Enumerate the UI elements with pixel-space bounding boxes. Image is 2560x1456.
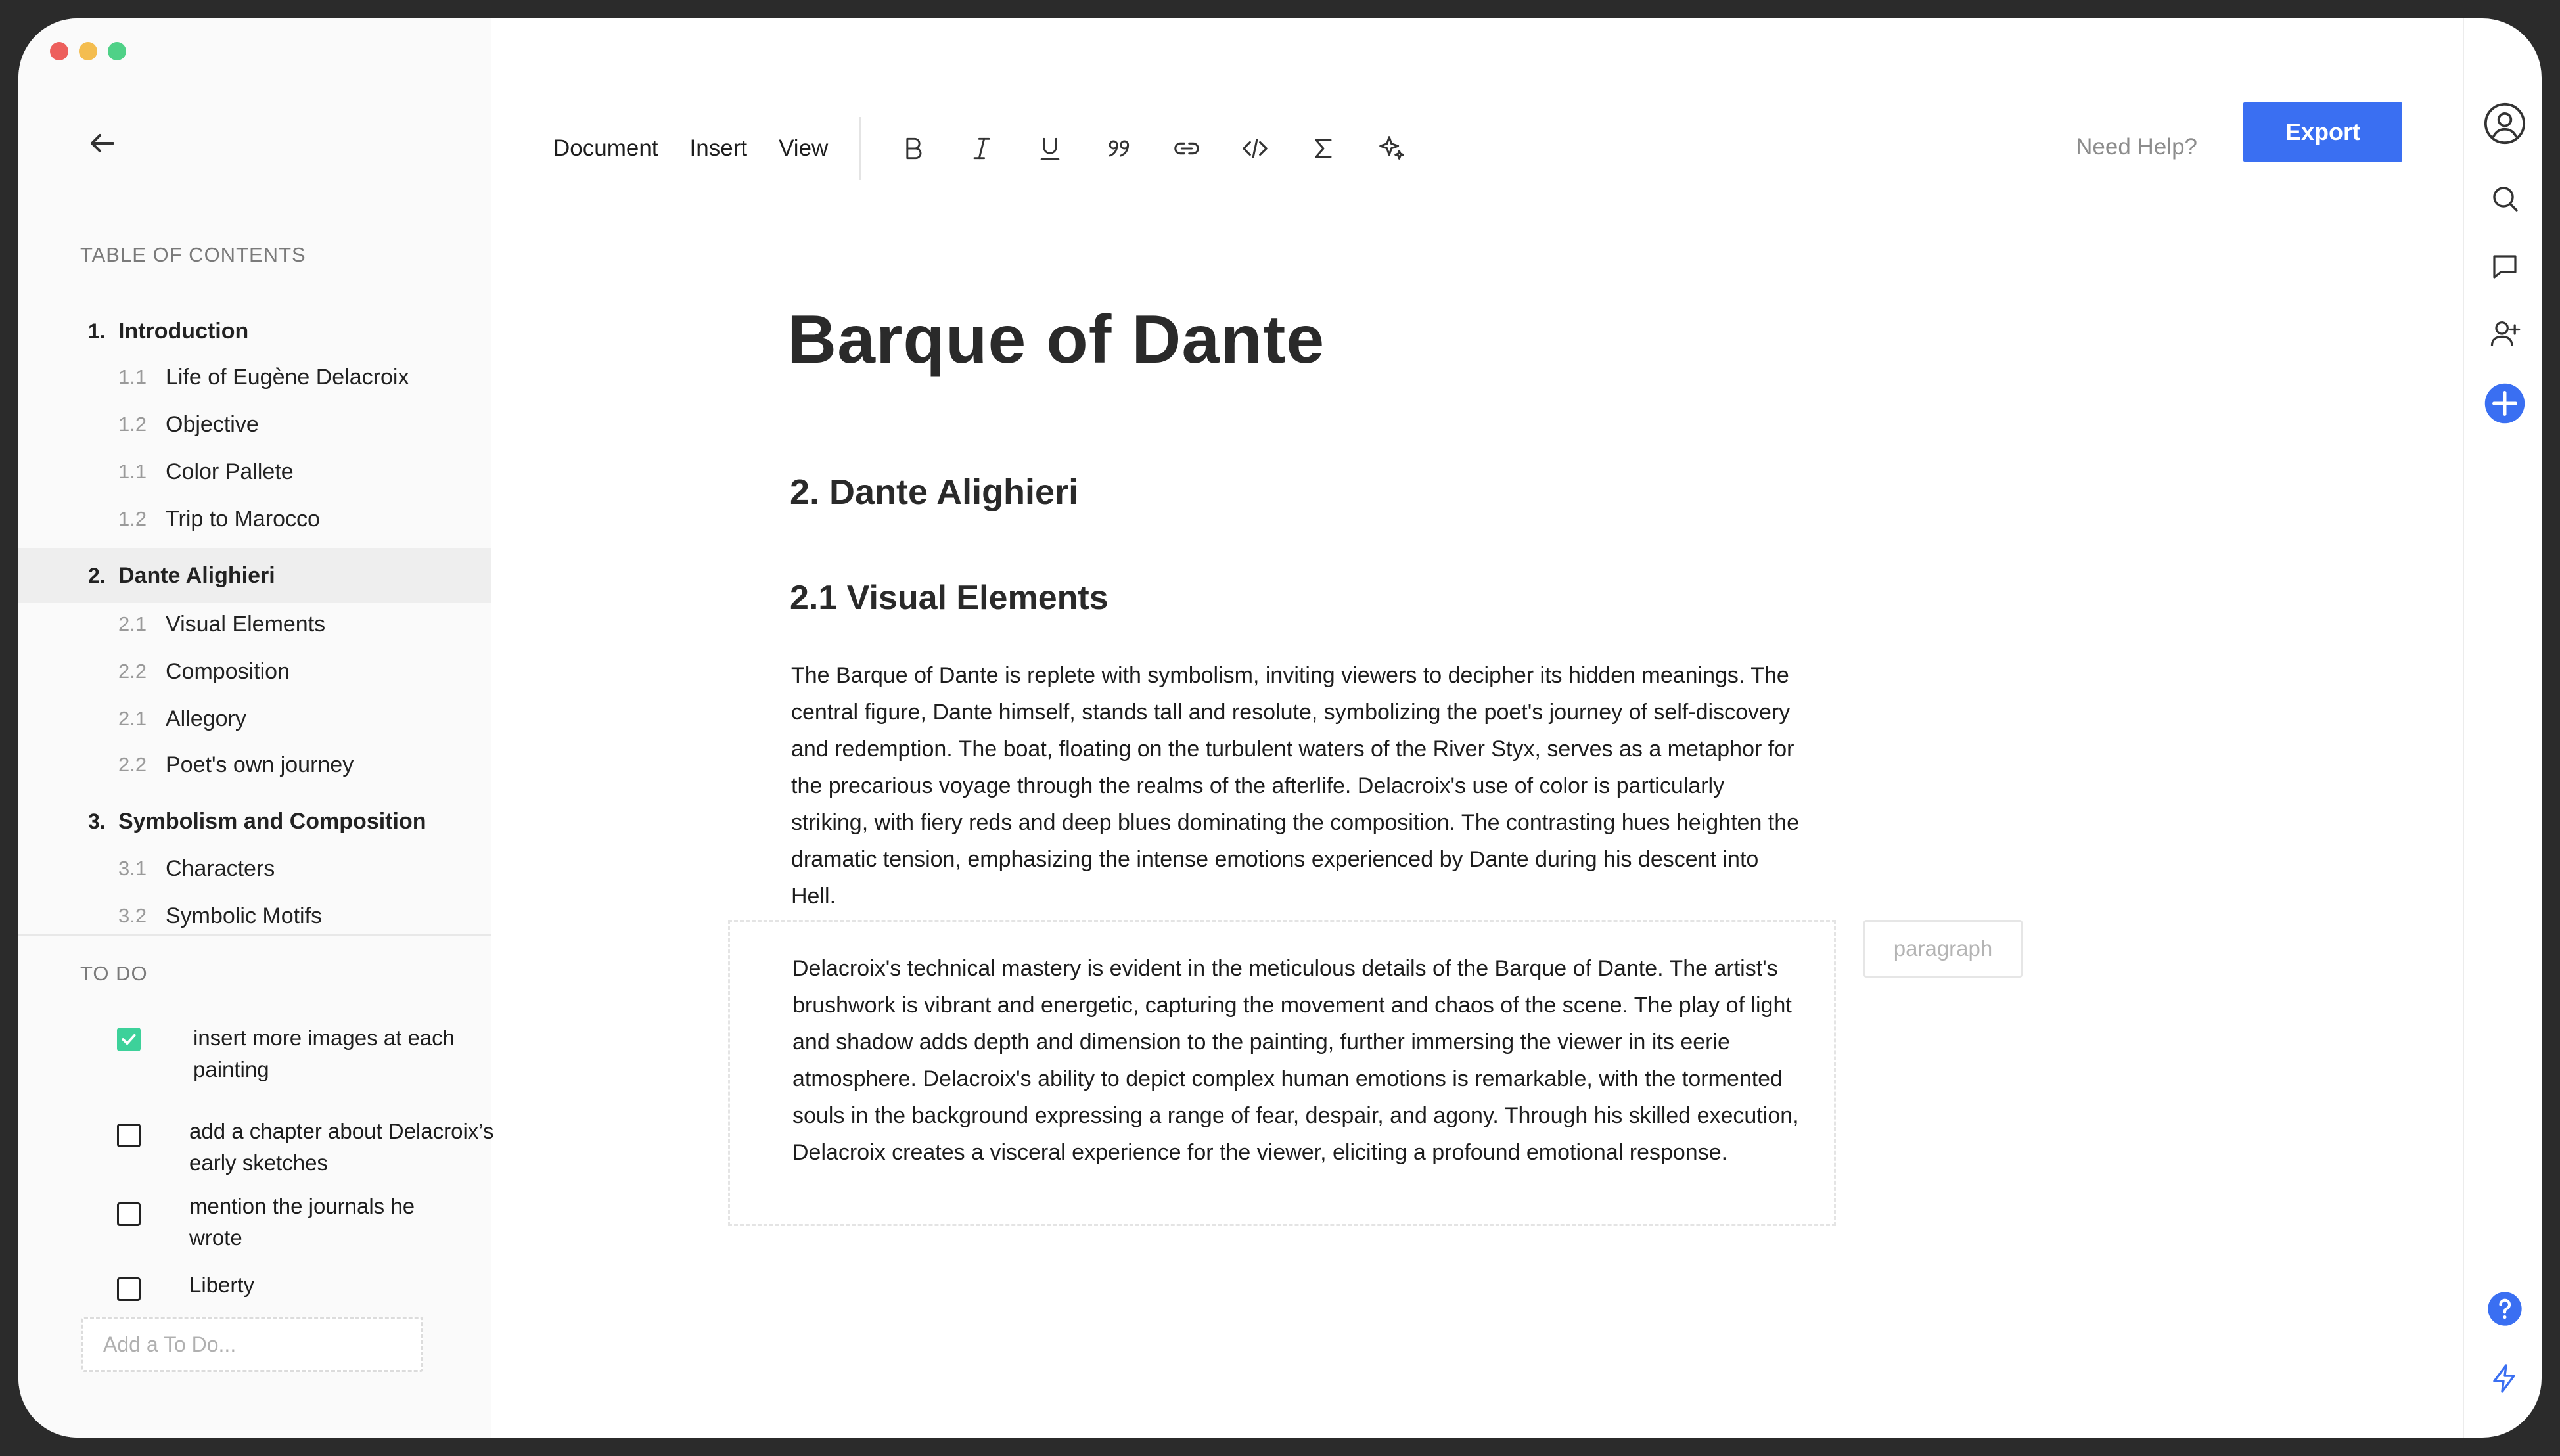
toc-item-label: Poet's own journey [166, 752, 354, 777]
section-heading[interactable]: 2. Dante Alighieri [790, 472, 1079, 512]
bold-icon [899, 134, 928, 163]
toc-item-poets-own-journey[interactable] [18, 741, 491, 788]
toc-item-number: 2.2 [118, 753, 147, 776]
right-rail-divider [2463, 18, 2464, 1438]
back-button[interactable] [76, 117, 129, 170]
todo-checkbox[interactable] [117, 1124, 141, 1147]
close-window-button[interactable] [50, 42, 68, 60]
menu-insert[interactable]: Insert [689, 135, 748, 161]
toc-item-label: Composition [166, 658, 290, 684]
toc-item-trip-to-marocco[interactable] [18, 495, 491, 543]
underline-button[interactable] [1016, 121, 1084, 176]
todo-text: mention the journals he wrote [189, 1194, 415, 1250]
toc-item-number: 3. [88, 809, 106, 833]
ai-assist-button[interactable] [1358, 121, 1426, 176]
toc-item-label: Characters [166, 855, 275, 881]
toc-item-label: Introduction [118, 318, 249, 344]
toc-item-number: 2. [88, 563, 106, 587]
add-block-button[interactable] [2480, 378, 2530, 428]
toc-item-number: 1.1 [118, 460, 147, 483]
toc-item-number: 3.2 [118, 904, 147, 927]
toc-item-introduction[interactable] [18, 307, 491, 355]
sigma-icon [1309, 134, 1338, 163]
menu-document[interactable]: Document [553, 135, 658, 161]
todo-checkbox[interactable] [117, 1277, 141, 1301]
italic-icon [967, 134, 996, 163]
toolbar-separator [859, 117, 861, 180]
add-user-icon [2488, 317, 2522, 351]
todo-checkbox[interactable] [117, 1028, 141, 1051]
toc-item-label: Objective [166, 411, 259, 437]
toc-item-number: 1.2 [118, 413, 147, 436]
quote-icon [1104, 134, 1133, 163]
toc-item-number: 1.2 [118, 507, 147, 530]
toc-item-label: Life of Eugène Delacroix [166, 364, 409, 390]
todo-checkbox[interactable] [117, 1202, 141, 1226]
toc-item-number: 1.1 [118, 365, 147, 388]
quote-button[interactable] [1084, 121, 1153, 176]
help-button[interactable] [2480, 1284, 2530, 1334]
todo-text: Liberty [189, 1273, 255, 1297]
toc-item-number: 2.1 [118, 612, 147, 635]
profile-button[interactable] [2480, 99, 2530, 148]
help-icon [2486, 1290, 2523, 1327]
sidebar [18, 18, 494, 1438]
toc-item-life-of-delacroix[interactable] [18, 353, 491, 401]
app-window [18, 18, 2542, 1438]
toc-item-label: Symbolic Motifs [166, 903, 323, 928]
comment-icon [2489, 251, 2521, 283]
subsection-heading[interactable]: 2.1 Visual Elements [790, 579, 1109, 617]
bold-button[interactable] [879, 121, 948, 176]
arrow-left-icon [87, 127, 118, 159]
todo-text: insert more images at each painting [193, 1026, 455, 1081]
toc-item-label: Trip to Marocco [166, 506, 320, 532]
toc-item-symbolism-and-composition[interactable] [18, 798, 491, 845]
add-collaborator-button[interactable] [2480, 309, 2530, 359]
underline-icon [1036, 134, 1064, 163]
toc-item-symbolic-motifs[interactable] [18, 892, 491, 940]
toc-item-number: 2.1 [118, 707, 147, 730]
toc-item-label: Dante Alighieri [118, 562, 275, 588]
italic-button[interactable] [948, 121, 1016, 176]
toc-item-label: Symbolism and Composition [118, 808, 426, 834]
block-type-tag[interactable]: paragraph [1863, 920, 2023, 978]
todo-text: add a chapter about Delacroix’s early sketches [189, 1119, 494, 1175]
sidebar-divider [18, 934, 491, 936]
toc-item-label: Allegory [166, 706, 246, 731]
search-icon [2489, 183, 2521, 214]
lightning-icon [2489, 1363, 2521, 1394]
toc-item-number: 2.2 [118, 660, 147, 683]
toc-item-characters[interactable] [18, 845, 491, 892]
toc-item-number: 1. [88, 319, 106, 343]
toc-item-label: Color Pallete [166, 459, 294, 484]
toc-heading: TABLE OF CONTENTS [80, 243, 306, 266]
link-button[interactable] [1153, 121, 1221, 176]
maximize-window-button[interactable] [108, 42, 126, 60]
checkmark-icon [119, 1030, 139, 1049]
paragraph-block[interactable]: The Barque of Dante is replete with symbolism, inviting viewers to decipher its hidden meanings. The central figure, Dante himself, stands tall and resolute, symbolizing the poet's journey of self-discovery and redemption. The boat, floating on the turbulent waters of the River Styx, serves as a metaphor for the precarious voyage through the realms of the afterlife. Delacroix's use of color is particularly striking, with fiery reds and deep blues dominating the composition. The contrasting hues heighten the dramatic tension, emphasizing the intense emotions experienced by Dante during his descent into Hell. [791, 663, 1800, 909]
document-title[interactable]: Barque of Dante [787, 302, 1325, 378]
quick-actions-button[interactable] [2480, 1354, 2530, 1403]
toc-item-allegory[interactable] [18, 695, 491, 742]
editor-toolbar [553, 121, 1426, 176]
toc-item-color-pallete[interactable] [18, 448, 491, 495]
minimize-window-button[interactable] [79, 42, 97, 60]
plus-icon [2483, 382, 2526, 425]
link-icon [1172, 133, 1202, 164]
paragraph-block-selected[interactable]: Delacroix's technical mastery is evident in the meticulous details of the Barque of Dante. The artist's brushwork is vibrant and energetic, capturing the movement and chaos of the scene. The play of light and shadow adds depth and dimension to the painting, further immersing the viewer in its eerie atmosphere. Delacroix's ability to depict complex human emotions is remarkable, with the tormented souls in the background expressing a range of fear, despair, and agony. Through his skilled execution, Delacroix creates a visceral experience for the viewer, eliciting a profound emotional response. [792, 956, 1799, 1165]
todo-heading: TO DO [80, 962, 148, 985]
toc-item-visual-elements[interactable] [18, 601, 491, 648]
toc-item-number: 3.1 [118, 857, 147, 880]
search-button[interactable] [2480, 173, 2530, 223]
code-button[interactable] [1221, 121, 1289, 176]
menu-view[interactable]: View [779, 135, 829, 161]
comments-button[interactable] [2480, 242, 2530, 292]
add-todo-input[interactable]: Add a To Do... [81, 1317, 423, 1372]
need-help-link[interactable]: Need Help? [2076, 134, 2197, 160]
window-controls [50, 42, 126, 60]
user-profile-icon [2482, 101, 2528, 147]
export-button[interactable]: Export [2243, 102, 2402, 162]
code-icon [1240, 133, 1270, 164]
toc-item-label: Visual Elements [166, 611, 326, 637]
formula-button[interactable] [1289, 121, 1358, 176]
sparkle-icon [1377, 133, 1407, 164]
toc-item-composition[interactable] [18, 648, 491, 695]
toc-item-dante-alighieri[interactable] [18, 548, 491, 603]
toc-item-objective[interactable] [18, 401, 491, 448]
